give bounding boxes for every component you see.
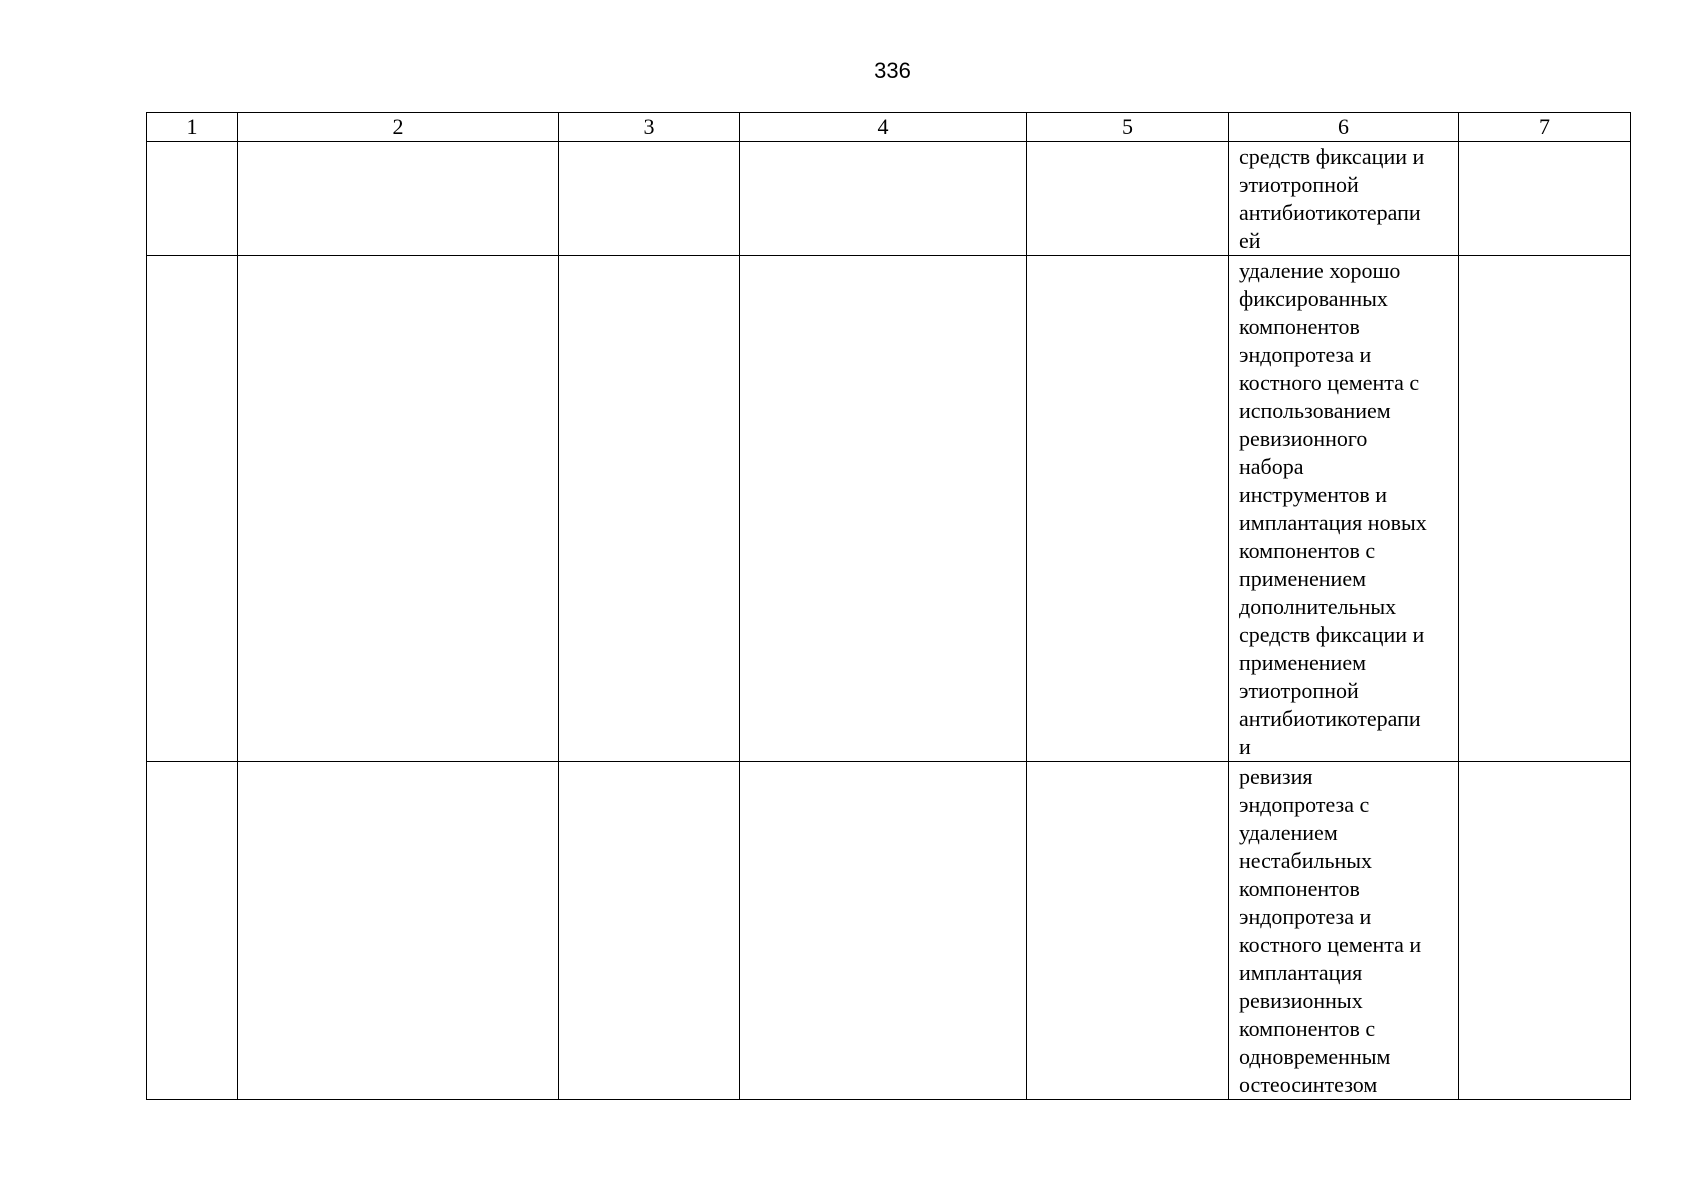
table-cell xyxy=(238,142,559,256)
table-cell xyxy=(238,762,559,1100)
column-header-6: 6 xyxy=(1229,113,1459,142)
column-header-7: 7 xyxy=(1459,113,1631,142)
table-cell xyxy=(1459,256,1631,762)
procedure-text: удаление хорошо фиксированных компонентов эндопротеза и костного цемента с использованием ревизионного набора инструментов и имплантация новых компонентов с применением дополнительных средств фиксации и применением этиотропной антибиотикотерапи и xyxy=(1239,258,1427,759)
table-cell xyxy=(1027,142,1229,256)
column-header-3: 3 xyxy=(559,113,740,142)
column-header-2: 2 xyxy=(238,113,559,142)
column-header-5: 5 xyxy=(1027,113,1229,142)
table-cell-procedure xyxy=(1229,142,1459,256)
table-cell xyxy=(1027,762,1229,1100)
table-cell xyxy=(238,256,559,762)
table-cell xyxy=(1459,762,1631,1100)
table-row xyxy=(147,762,1631,1100)
procedure-text: ревизия эндопротеза с удалением нестабильных компонентов эндопротеза и костного цемента и имплантация ревизионных компонентов с одновременным остеосинтезом xyxy=(1239,764,1422,1097)
table-cell xyxy=(147,256,238,762)
table-cell-procedure xyxy=(1229,256,1459,762)
page-number: 336 xyxy=(874,58,911,83)
table-row xyxy=(147,256,1631,762)
table-cell xyxy=(740,142,1027,256)
table-cell xyxy=(559,142,740,256)
table-cell xyxy=(147,762,238,1100)
procedure-text: средств фиксации и этиотропной антибиотикотерапи ей xyxy=(1239,144,1425,253)
table-cell xyxy=(1459,142,1631,256)
table-header-row xyxy=(147,113,1631,142)
table-row xyxy=(147,142,1631,256)
table-cell-procedure xyxy=(1229,762,1459,1100)
table-cell xyxy=(740,256,1027,762)
table-cell xyxy=(1027,256,1229,762)
table-cell xyxy=(559,762,740,1100)
column-header-1: 1 xyxy=(147,113,238,142)
table-cell xyxy=(740,762,1027,1100)
column-header-4: 4 xyxy=(740,113,1027,142)
table-cell xyxy=(147,142,238,256)
table-cell xyxy=(559,256,740,762)
document-table xyxy=(146,112,1631,1100)
